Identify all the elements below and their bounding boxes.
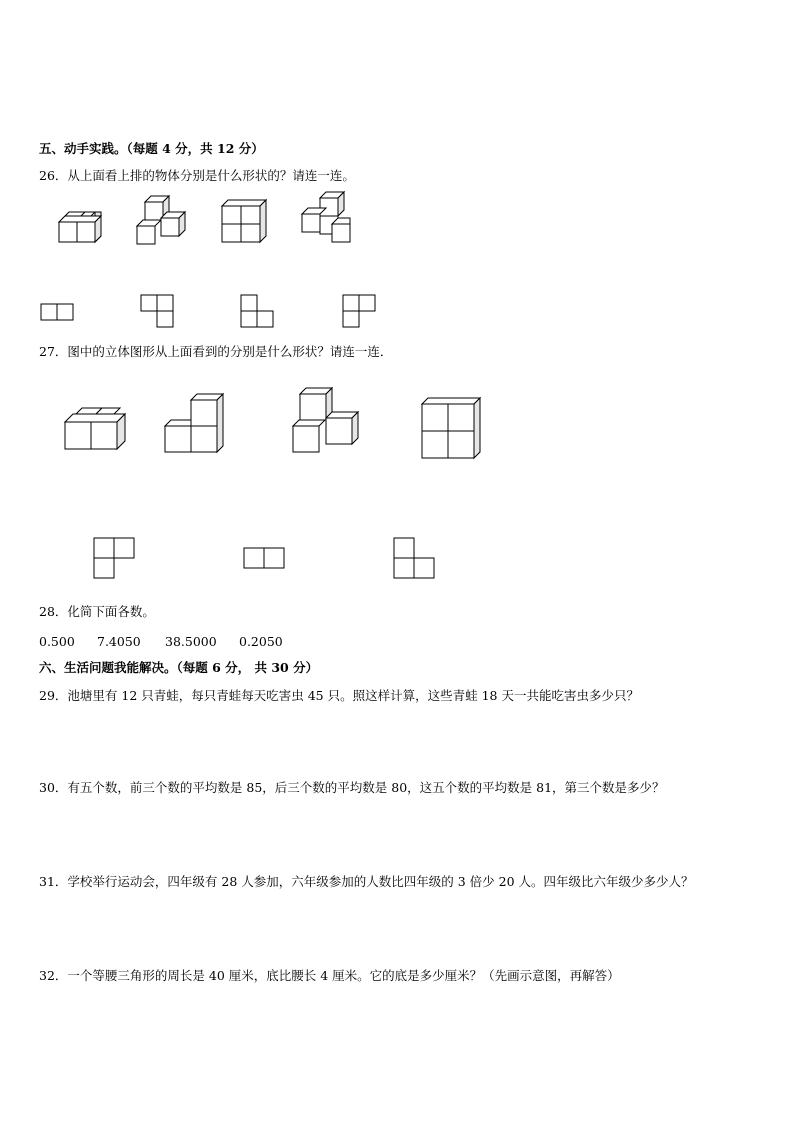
q26-solid-2	[135, 196, 189, 250]
question-31: 31．学校举行运动会，四年级有 28 人参加，六年级参加的人数比四年级的 3 倍少 20 人。四年级比六年级少多少人？	[39, 874, 694, 889]
q27-solid-2	[163, 392, 229, 454]
q26-solid-3	[220, 198, 270, 246]
q28-number-4: 0.2050	[239, 634, 283, 649]
question-27: 27．图中的立体图形从上面看到的分别是什么形状？请连一连．	[39, 344, 393, 359]
q28-numbers	[39, 634, 283, 650]
q26-solid-1	[55, 208, 105, 244]
q27-solid-1	[62, 402, 132, 454]
q26-view-1	[40, 303, 76, 323]
q27-view-2	[243, 547, 287, 571]
q28-number-2: 7.4050	[97, 634, 141, 649]
q27-view-3	[393, 537, 437, 581]
q27-view-1	[93, 537, 137, 581]
q26-solid-4	[298, 192, 356, 246]
q27-solid-3	[290, 386, 362, 456]
question-30: 30．有五个数，前三个数的平均数是 85，后三个数的平均数是 80，这五个数的平均数是 81，第三个数是多少？	[39, 780, 665, 795]
q28-number-3: 38.5000	[165, 634, 217, 649]
q26-view-2	[140, 294, 176, 330]
q28-number-1: 0.500	[39, 634, 75, 649]
question-32: 32．一个等腰三角形的周长是 40 厘米，底比腰长 4 厘米。它的底是多少厘米？（先画示意图，再解答）	[39, 968, 620, 983]
q27-solid-4	[420, 396, 486, 462]
q26-view-3	[240, 294, 276, 330]
question-29: 29．池塘里有 12 只青蛙，每只青蛙每天吃害虫 45 只。照这样计算，这些青蛙 18 天一共能吃害虫多少只？	[39, 688, 639, 703]
section-six-title: 六、生活问题我能解决。（每题 6 分， 共 30 分）	[39, 660, 319, 675]
q26-view-4	[342, 294, 378, 330]
question-28: 28．化简下面各数。	[39, 604, 155, 619]
section-five-title: 五、动手实践。（每题 4 分，共 12 分）	[39, 141, 264, 156]
question-26: 26．从上面看上排的物体分别是什么形状的？请连一连。	[39, 168, 355, 183]
